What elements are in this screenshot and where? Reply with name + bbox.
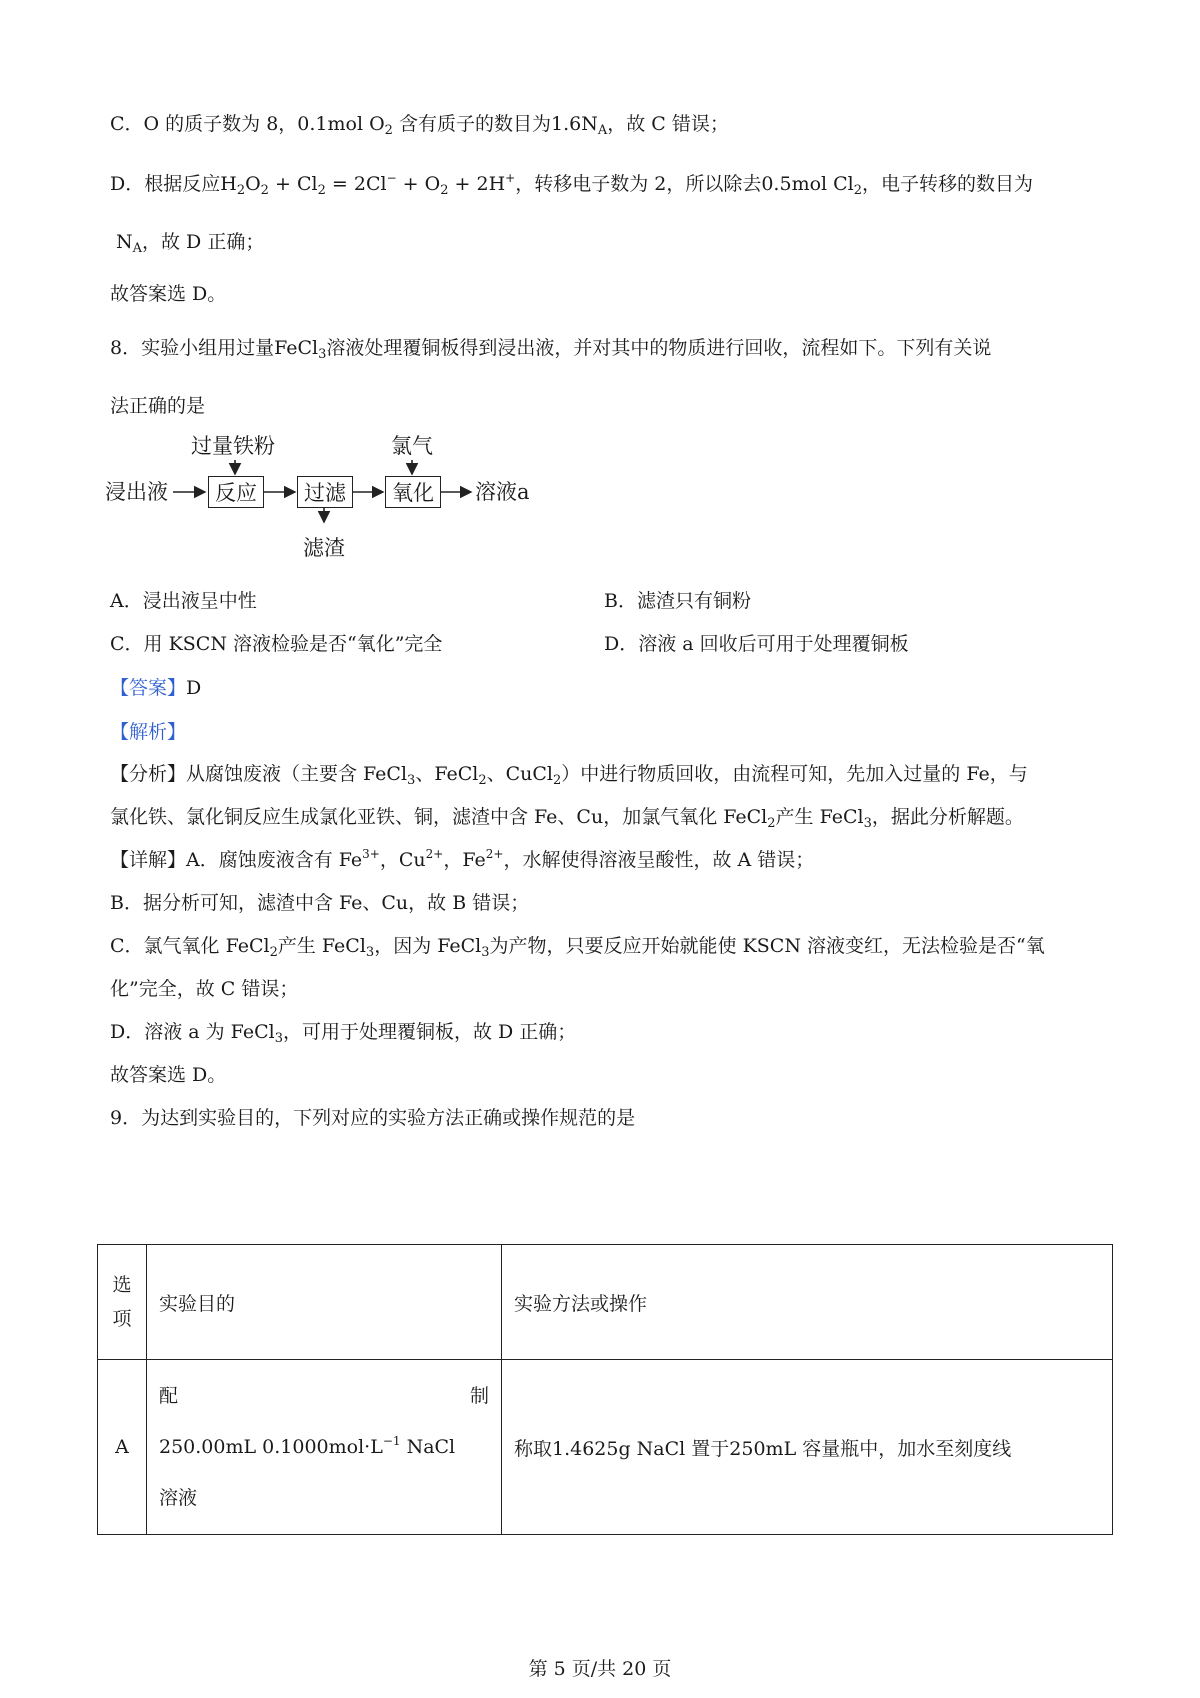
flow-input-leaching-solution: 浸出液 bbox=[105, 480, 168, 504]
q8-detail-c: C．氯气氧化 FeCl$_2$产生 FeCl$_3$，因为 FeCl$_3$为产物，只要反应开始就能使 KSCN 溶液变红，无法检验是否“氧 bbox=[110, 935, 1045, 960]
table-row bbox=[98, 1360, 1113, 1535]
q8-detail-d: D．溶液 a 为 FeCl$_3$，可用于处理覆铜板，故 D 正确； bbox=[110, 1021, 577, 1046]
page-footer: 第 5 页/共 20 页 bbox=[528, 1658, 672, 1680]
answer-value: D bbox=[186, 677, 202, 699]
q8-option-b: B．滤渣只有铜粉 bbox=[604, 590, 751, 612]
q7-option-d-explanation: D．根据反应$H_2O_2 + Cl_2 = 2Cl^- + O_2 + 2H^+$，转移电子数为 2，所以除去0.5mol $Cl_2$，电子转移的数目为 bbox=[110, 171, 1034, 198]
q8-detail-c-continued: 化”完全，故 C 错误； bbox=[110, 978, 299, 1000]
q8-option-d: D．溶液 a 回收后可用于处理覆铜板 bbox=[604, 633, 909, 655]
q8-stem-line-2: 法正确的是 bbox=[110, 395, 206, 417]
flow-output-solution-a: 溶液a bbox=[475, 480, 530, 504]
q8-stem-line-1: 8．实验小组用过量FeCl$_3$溶液处理覆铜板得到浸出液，并对其中的物质进行回收，流程如下。下列有关说 bbox=[110, 337, 992, 362]
header-option: 选 项 bbox=[98, 1245, 147, 1360]
q8-analysis-line-2: 氯化铁、氯化铜反应生成氯化亚铁、铜，滤渣中含 Fe、Cu，加氯气氧化 FeCl$_2$产生 FeCl$_3$，据此分析解题。 bbox=[110, 806, 1024, 831]
q8-answer bbox=[110, 674, 201, 702]
q9-table bbox=[97, 1244, 1113, 1535]
q8-option-c: C．用 KSCN 溶液检验是否“氧化”完全 bbox=[110, 633, 443, 655]
row-a-purpose: 配 制 250.00mL $0.1000mol\cdot L^{-1}$ NaCl 溶液 bbox=[147, 1360, 502, 1535]
q8-conclusion: 故答案选 D。 bbox=[110, 1064, 227, 1086]
table-header-row bbox=[98, 1245, 1113, 1360]
flow-step-oxidation: 氧化 bbox=[385, 476, 441, 508]
flow-reagent-chlorine: 氯气 bbox=[391, 434, 433, 458]
q7-answer-conclusion: 故答案选 D。 bbox=[110, 283, 227, 305]
header-purpose: 实验目的 bbox=[147, 1245, 502, 1360]
q8-option-a: A．浸出液呈中性 bbox=[110, 590, 257, 612]
row-a-method: 称取1.4625g NaCl 置于250mL 容量瓶中，加水至刻度线 bbox=[502, 1360, 1113, 1535]
analysis-tag: 【解析】 bbox=[110, 721, 187, 743]
flow-step-reaction: 反应 bbox=[208, 476, 264, 508]
answer-tag: 【答案】 bbox=[110, 677, 187, 699]
q8-analysis-line-1: 【分析】从腐蚀废液（主要含 FeCl$_3$、FeCl$_2$、CuCl$_2$）中进行物质回收，由流程可知，先加入过量的 Fe，与 bbox=[110, 763, 1028, 788]
q9-stem: 9．为达到实验目的，下列对应的实验方法正确或操作规范的是 bbox=[110, 1107, 636, 1129]
flow-step-filtration: 过滤 bbox=[297, 476, 353, 508]
q7-option-d-continued: $N_A$，故 D 正确； bbox=[116, 231, 265, 256]
q7-option-c-explanation: C．O 的质子数为 8，0.1mol $O_2$ 含有质子的数目为$1.6N_A$，故 C 错误； bbox=[110, 113, 729, 138]
flow-byproduct-residue: 滤渣 bbox=[303, 536, 345, 560]
flow-reagent-iron-powder: 过量铁粉 bbox=[191, 434, 275, 458]
q8-detail-b: B．据分析可知，滤渣中含 Fe、Cu，故 B 错误； bbox=[110, 892, 530, 914]
q8-detail-a: 【详解】A．腐蚀废液含有 $Fe^{3+}$，$Cu^{2+}$，$Fe^{2+}$，水解使得溶液呈酸性，故 A 错误； bbox=[110, 847, 815, 871]
header-method: 实验方法或操作 bbox=[502, 1245, 1113, 1360]
row-a-option: A bbox=[98, 1360, 147, 1535]
